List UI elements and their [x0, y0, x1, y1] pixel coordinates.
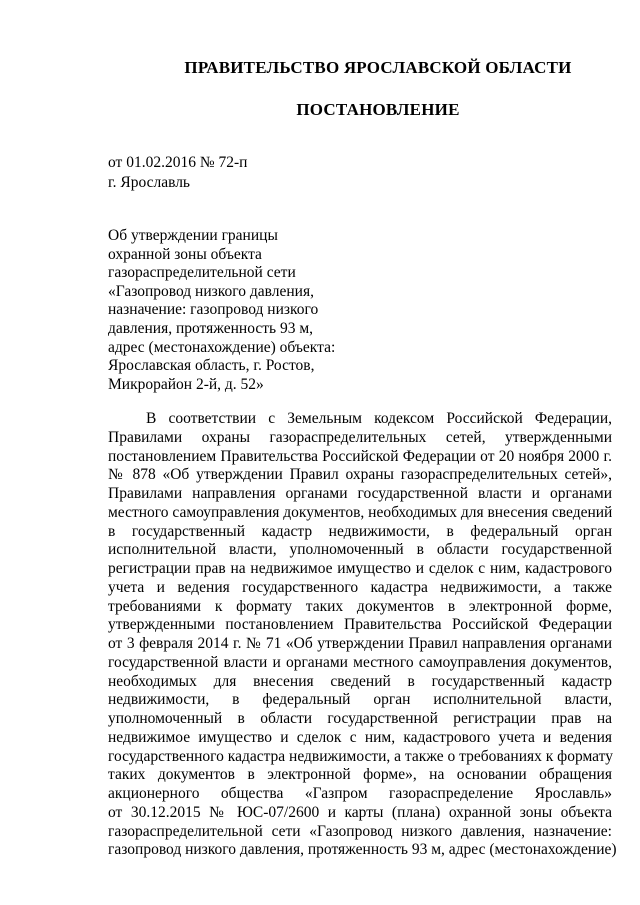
body-line: утвержденными постановлением Правительства Российской Федерации: [108, 616, 612, 634]
subject-line: Об утверждении границы: [108, 227, 278, 244]
body-line: газопровод низкого давления, протяженность 93 м, адрес (местонахождение): [108, 841, 617, 859]
body-line: уполномоченный в области государственной регистрации прав на: [108, 710, 612, 727]
body-line: Правилами направления органами государственной власти и органами: [108, 485, 612, 502]
body-line: газораспределительной сети «Газопровод низкого давления, назначение:: [108, 822, 612, 840]
body-line: таких документов в электронной форме», на основании обращения: [108, 766, 612, 784]
subject-line: Микрорайон 2-й, д. 52»: [108, 375, 264, 393]
body-line: постановлением Правительства Российской Федерации от 20 ноября 2000 г.: [108, 447, 612, 465]
body-line: недвижимое имущество и сделок с ним, кадастрового учета и ведения: [108, 728, 612, 746]
body-line: государственного кадастра недвижимости, а также о требованиях к формату: [108, 747, 613, 765]
body-line: В соответствии с Земельным кодексом Российской Федерации,: [146, 410, 612, 427]
body-line: местного самоуправления документов, необходимых для внесения сведений: [108, 503, 613, 521]
body-line: регистрации прав на недвижимое имущество и сделок с ним, кадастрового: [108, 560, 612, 577]
place: г. Ярославль: [108, 174, 190, 191]
body-line: № 878 «Об утверждении Правил охраны газораспределительных сетей»,: [108, 466, 612, 484]
subject-line: охранной зоны объекта: [108, 245, 262, 263]
body-line: от 30.12.2015 № ЮС-07/2600 и карты (плана) охранной зоны объекта: [108, 803, 612, 821]
subject-line: Ярославская область, г. Ростов,: [108, 357, 315, 375]
organization-heading: ПРАВИТЕЛЬСТВО ЯРОСЛАВСКОЙ ОБЛАСТИ: [184, 58, 572, 77]
document-body: [108, 410, 617, 860]
body-line: учета и ведения государственного кадастра недвижимости, а также: [108, 578, 612, 596]
subject-line: «Газопровод низкого давления,: [108, 282, 314, 300]
body-line: недвижимости, в федеральный орган исполнительной власти,: [108, 691, 612, 709]
body-line: исполнительной власти, уполномоченный в области государственной: [108, 541, 612, 559]
document-subject: [108, 227, 368, 394]
document-meta: [108, 153, 247, 193]
body-line: акционерного общества «Газпром газораспределение Ярославль»: [108, 785, 612, 802]
subject-line: назначение: газопровод низкого: [108, 301, 319, 319]
body-line: от 3 февраля 2014 г. № 71 «Об утверждении Правил направления органами: [108, 635, 612, 652]
subject-line: адрес (местонахождение) объекта:: [108, 338, 336, 356]
body-line: государственной власти и органами местного самоуправления документов,: [108, 653, 612, 671]
body-line: Правилами охраны газораспределительных сетей, утвержденными: [108, 428, 612, 446]
subject-line: давления, протяженность 93 м,: [108, 319, 314, 337]
document-type-heading: ПОСТАНОВЛЕНИЕ: [296, 100, 460, 119]
date-number: от 01.02.2016 № 72-п: [108, 154, 248, 171]
body-line: требованиями к формату таких документов в электронной форме,: [108, 597, 612, 615]
body-line: в государственный кадастр недвижимости, в федеральный орган: [108, 522, 612, 540]
body-line: необходимых для внесения сведений в государственный кадастр: [108, 672, 612, 690]
subject-line: газораспределительной сети: [108, 264, 296, 282]
